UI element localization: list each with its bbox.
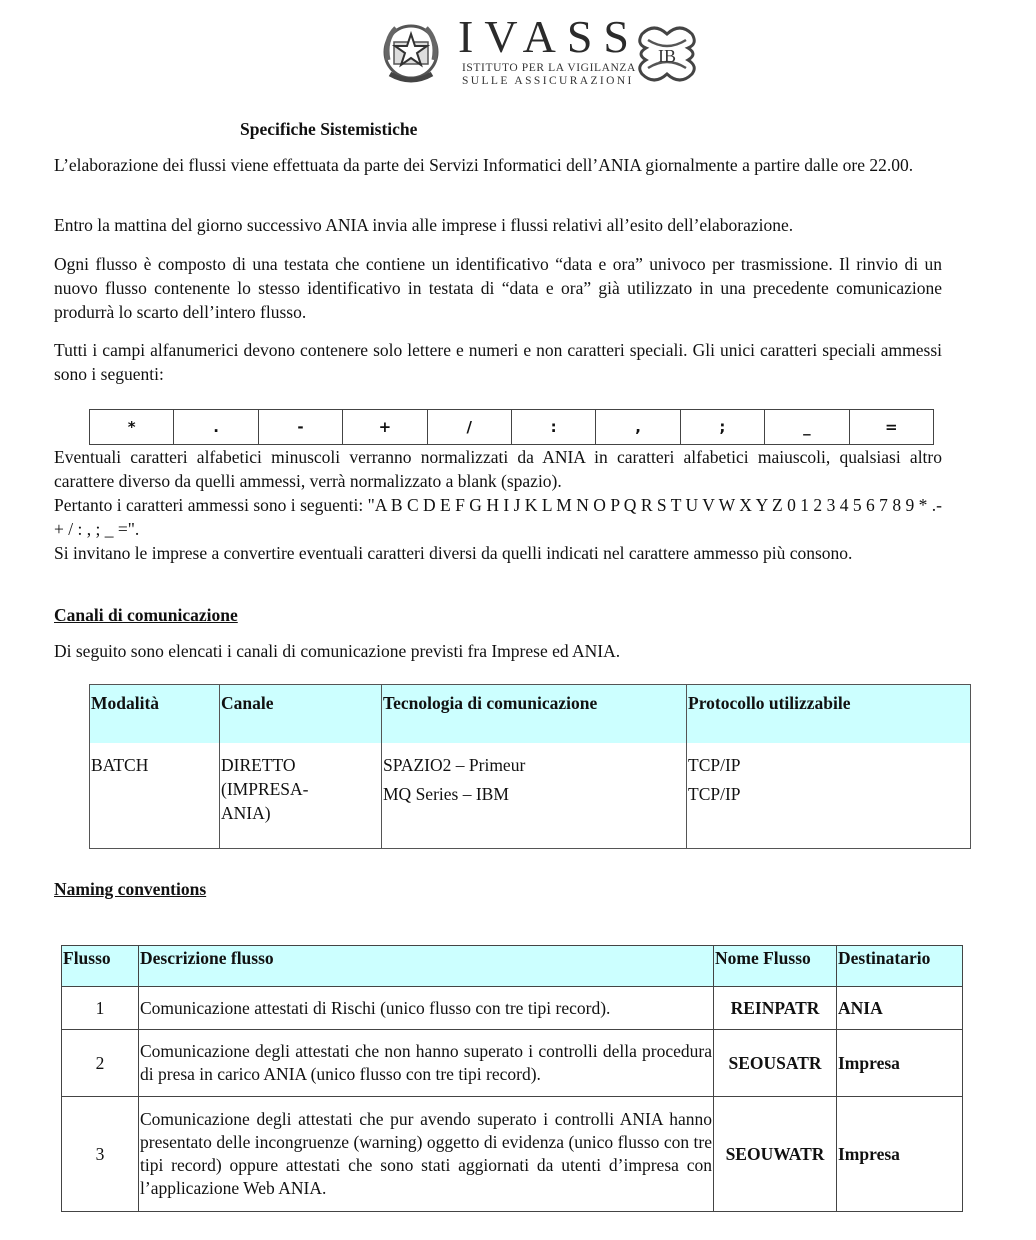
column-header-descrizione: Descrizione flusso <box>139 946 714 987</box>
svg-text:IB: IB <box>658 46 676 66</box>
column-header-protocollo: Protocollo utilizzabile <box>687 685 971 738</box>
column-header-destinatario: Destinatario <box>837 946 963 987</box>
cell-descrizione: Comunicazione degli attestati che non hanno superato i controlli della procedura di presa in carico ANIA (unico flusso con tre tipi record). <box>139 1030 714 1097</box>
cell-descrizione: Comunicazione attestati di Rischi (unico flusso con tre tipi record). <box>139 987 714 1030</box>
cell-destinatario: ANIA <box>837 987 963 1030</box>
special-char-cell: _ <box>765 410 849 445</box>
special-char-cell: * <box>90 410 174 445</box>
paragraph-caratteri: Tutti i campi alfanumerici devono contenere solo lettere e numeri e non caratteri speciali. Gli unici caratteri speciali ammessi sono i seguenti: <box>54 340 942 384</box>
cell-destinatario: Impresa <box>837 1097 963 1212</box>
column-header-flusso: Flusso <box>62 946 139 987</box>
table-row <box>62 1097 963 1212</box>
cell-nome-flusso: REINPATR <box>714 987 837 1030</box>
banca-italia-monogram-icon <box>636 22 698 86</box>
special-char-cell: , <box>596 410 680 445</box>
cell-modalita: BATCH <box>90 743 220 849</box>
special-char-cell: - <box>258 410 342 445</box>
cell-destinatario: Impresa <box>837 1030 963 1097</box>
cell-tecnologia <box>382 743 687 849</box>
protocollo-item: TCP/IP <box>688 784 741 804</box>
cell-nome-flusso: SEOUWATR <box>714 1097 837 1212</box>
logo-word: IVASS <box>458 11 640 62</box>
section-heading-naming: Naming conventions <box>54 879 207 899</box>
table-row <box>90 743 971 849</box>
special-chars-row <box>90 410 934 445</box>
canali-table <box>89 684 971 849</box>
special-char-cell: / <box>427 410 511 445</box>
cell-canale <box>220 743 382 849</box>
column-header-canale: Canale <box>220 685 382 738</box>
italian-republic-emblem-icon <box>380 20 442 88</box>
cell-flusso: 3 <box>62 1097 139 1212</box>
cell-protocollo <box>687 743 971 849</box>
naming-header-row <box>62 946 963 987</box>
column-header-modalita: Modalità <box>90 685 220 738</box>
cell-flusso: 2 <box>62 1030 139 1097</box>
canali-header-row <box>90 685 971 738</box>
cell-nome-flusso: SEOUSATR <box>714 1030 837 1097</box>
table-row <box>62 987 963 1030</box>
special-char-cell: = <box>849 410 933 445</box>
paragraph-invito: Si invitano le imprese a convertire eventuali caratteri diversi da quelli indicati nel carattere ammesso più consono. <box>54 543 853 563</box>
cell-flusso: 1 <box>62 987 139 1030</box>
protocollo-item: TCP/IP <box>688 755 741 775</box>
ivass-logo <box>378 11 708 98</box>
special-char-cell: . <box>174 410 258 445</box>
paragraph-esito: Entro la mattina del giorno successivo ANIA invia alle imprese i flussi relativi all’esito dell’elaborazione. <box>54 215 794 235</box>
cell-descrizione: Comunicazione degli attestati che pur avendo superato i controlli ANIA hanno presentato delle incongruenze (warning) oggetto di evidenza (unico flusso con tre tipi record) oppure attestati che sono stati aggiornati da utenti d’impresa con l’applicazione Web ANIA. <box>139 1097 714 1212</box>
tecnologia-item: SPAZIO2 – Primeur <box>383 755 526 775</box>
column-header-nome-flusso: Nome Flusso <box>714 946 837 987</box>
paragraph-testata: Ogni flusso è composto di una testata che contiene un identificativo “data e ora” univoco per trasmissione. Il rinvio di un nuovo flusso contenente lo stesso identificativo in testata di “data e ora” già utilizzato in una precedente comunicazione produrrà lo scarto dell’intero flusso. <box>54 254 942 322</box>
section-heading-canali: Canali di comunicazione <box>54 605 238 625</box>
cell-canale-text: DIRETTO (IMPRESA-ANIA) <box>221 755 309 823</box>
special-char-cell: : <box>511 410 595 445</box>
column-header-tecnologia: Tecnologia di comunicazione <box>382 685 687 738</box>
logo-subtitle-line2: SULLE ASSICURAZIONI <box>462 75 634 87</box>
special-char-cell: + <box>343 410 427 445</box>
logo-subtitle-line1: ISTITUTO PER LA VIGILANZA <box>462 62 636 74</box>
tecnologia-item: MQ Series – IBM <box>383 784 509 804</box>
page-title: Specifiche Sistemistiche <box>240 119 418 139</box>
naming-table <box>61 945 963 1212</box>
table-row <box>62 1030 963 1097</box>
paragraph-caratteri-ammessi: Pertanto i caratteri ammessi sono i seguenti: "A B C D E F G H I J K L M N O P Q R S T U V W X Y Z 0 1 2 3 4 5 6 7 8 9 * .- + / : , ; _ =". <box>54 495 942 539</box>
special-char-cell: ; <box>680 410 764 445</box>
paragraph-elaborazione: L’elaborazione dei flussi viene effettuata da parte dei Servizi Informatici dell’ANIA giornalmente a partire dalle ore 22.00. <box>54 155 914 175</box>
paragraph-normalizzazione: Eventuali caratteri alfabetici minuscoli verranno normalizzati da ANIA in caratteri alfabetici maiuscoli, qualsiasi altro carattere diverso da quelli ammessi, verrà normalizzato a blank (spazio). <box>54 447 942 491</box>
canali-intro: Di seguito sono elencati i canali di comunicazione previsti fra Imprese ed ANIA. <box>54 641 621 661</box>
special-chars-table <box>89 409 934 445</box>
